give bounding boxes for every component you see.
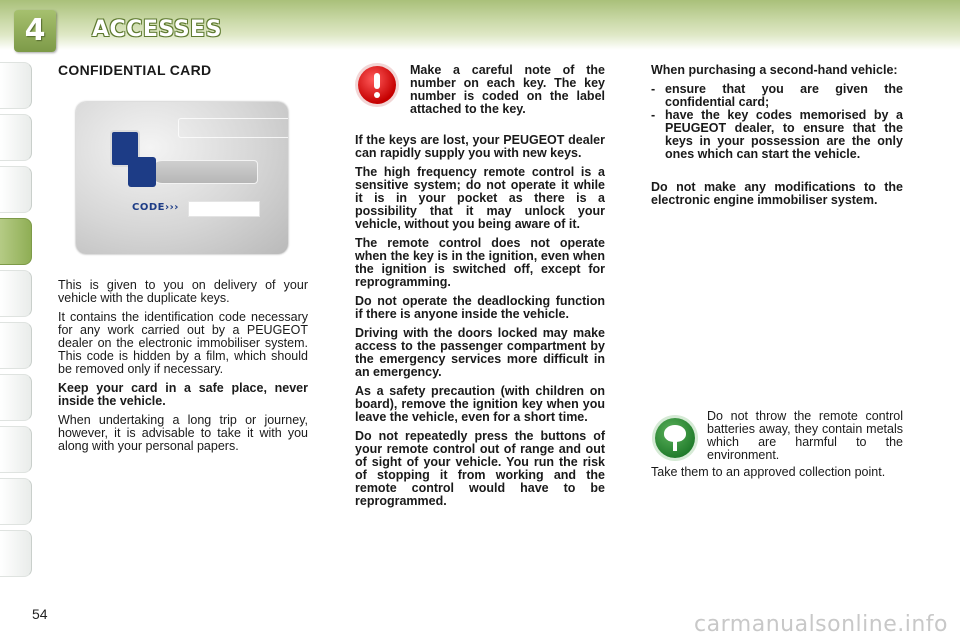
- chapter-tab-3[interactable]: [0, 166, 32, 213]
- warning-icon: [358, 66, 396, 104]
- chapter-badge: [14, 10, 56, 52]
- header-band: [0, 0, 960, 50]
- paragraph: It contains the identification code necessary for any work carried out by a PEUGEOT dealer on the electronic immobiliser system. This code is hidden by a film, which should be removed only if necessary.: [58, 310, 308, 376]
- paragraph: Driving with the doors locked may make access to the passenger compartment by the emergency services more difficult in an emergency.: [355, 326, 605, 379]
- chapter-tabs: [0, 62, 36, 577]
- code-film-label: [188, 201, 260, 217]
- chapter-tab-4-active[interactable]: [0, 218, 32, 265]
- left-text-column: [58, 279, 308, 459]
- environment-note: Do not throw the remote control batteries away, they contain metals which are harmful to the environment.: [707, 409, 903, 462]
- paragraph: The remote control does not operate when the key is in the ignition, even when the ignition is switched off, except for reprogramming.: [355, 236, 605, 289]
- chapter-tab-5[interactable]: [0, 270, 32, 317]
- page-number: 54: [32, 606, 48, 622]
- paragraph: Do not operate the deadlocking function if there is anyone inside the vehicle.: [355, 294, 605, 321]
- key-head-icon: [128, 157, 156, 187]
- list-item: - ensure that you are given the confidential card;: [651, 82, 903, 109]
- chapter-tab-1[interactable]: [0, 62, 32, 109]
- warning-note: Make a careful note of the number on each key. The key number is coded on the label attached to the key.: [410, 63, 605, 116]
- watermark: carmanualsonline.info: [694, 612, 948, 637]
- middle-text-column: [355, 134, 605, 514]
- paragraph: This is given to you on delivery of your vehicle with the duplicate keys.: [58, 278, 308, 305]
- paragraph: Do not repeatedly press the buttons of your remote control out of range and out of sight of your vehicle. You run the risk of stopping it from working and the remote control would have to be reprogrammed.: [355, 429, 605, 508]
- paragraph: The high frequency remote control is a sensitive system; do not operate it while it is in your pocket as there is a possibility that it may unlock your vehicle, without you being aware of it.: [355, 165, 605, 231]
- paragraph: If the keys are lost, your PEUGEOT dealer can rapidly supply you with new keys.: [355, 133, 605, 160]
- paragraph: Do not make any modifications to the electronic engine immobiliser system.: [651, 180, 903, 207]
- chapter-tab-2[interactable]: [0, 114, 32, 161]
- section-title: CONFIDENTIAL CARD: [58, 62, 212, 78]
- chapter-tab-10[interactable]: [0, 530, 32, 577]
- chapter-tab-7[interactable]: [0, 374, 32, 421]
- paragraph: When undertaking a long trip or journey, however, it is advisable to take it with you along with your personal papers.: [58, 413, 308, 453]
- paragraph: As a safety precaution (with children on board), remove the ignition key when you leave the vehicle, even for a short time.: [355, 384, 605, 424]
- page-title: ACCESSES: [92, 17, 222, 42]
- environment-tree-icon: [655, 418, 695, 458]
- chapter-number: 4: [24, 13, 46, 48]
- card-code-label: CODE›››: [132, 202, 179, 213]
- environment-note-2: Take them to an approved collection point.: [651, 465, 886, 479]
- chapter-tab-6[interactable]: [0, 322, 32, 369]
- chapter-tab-9[interactable]: [0, 478, 32, 525]
- paragraph-bold: Keep your card in a safe place, never inside the vehicle.: [58, 381, 308, 408]
- right-text-column: [651, 64, 903, 213]
- confidential-card-illustration: [76, 102, 288, 254]
- card-stripe: [178, 118, 288, 138]
- key-icon: [150, 160, 258, 184]
- list-item: - have the key codes memorised by a PEUGEOT dealer, to ensure that the keys in your possession are the only ones which can start the vehicle.: [651, 108, 903, 161]
- paragraph: When purchasing a second-hand vehicle:: [651, 63, 898, 77]
- chapter-tab-8[interactable]: [0, 426, 32, 473]
